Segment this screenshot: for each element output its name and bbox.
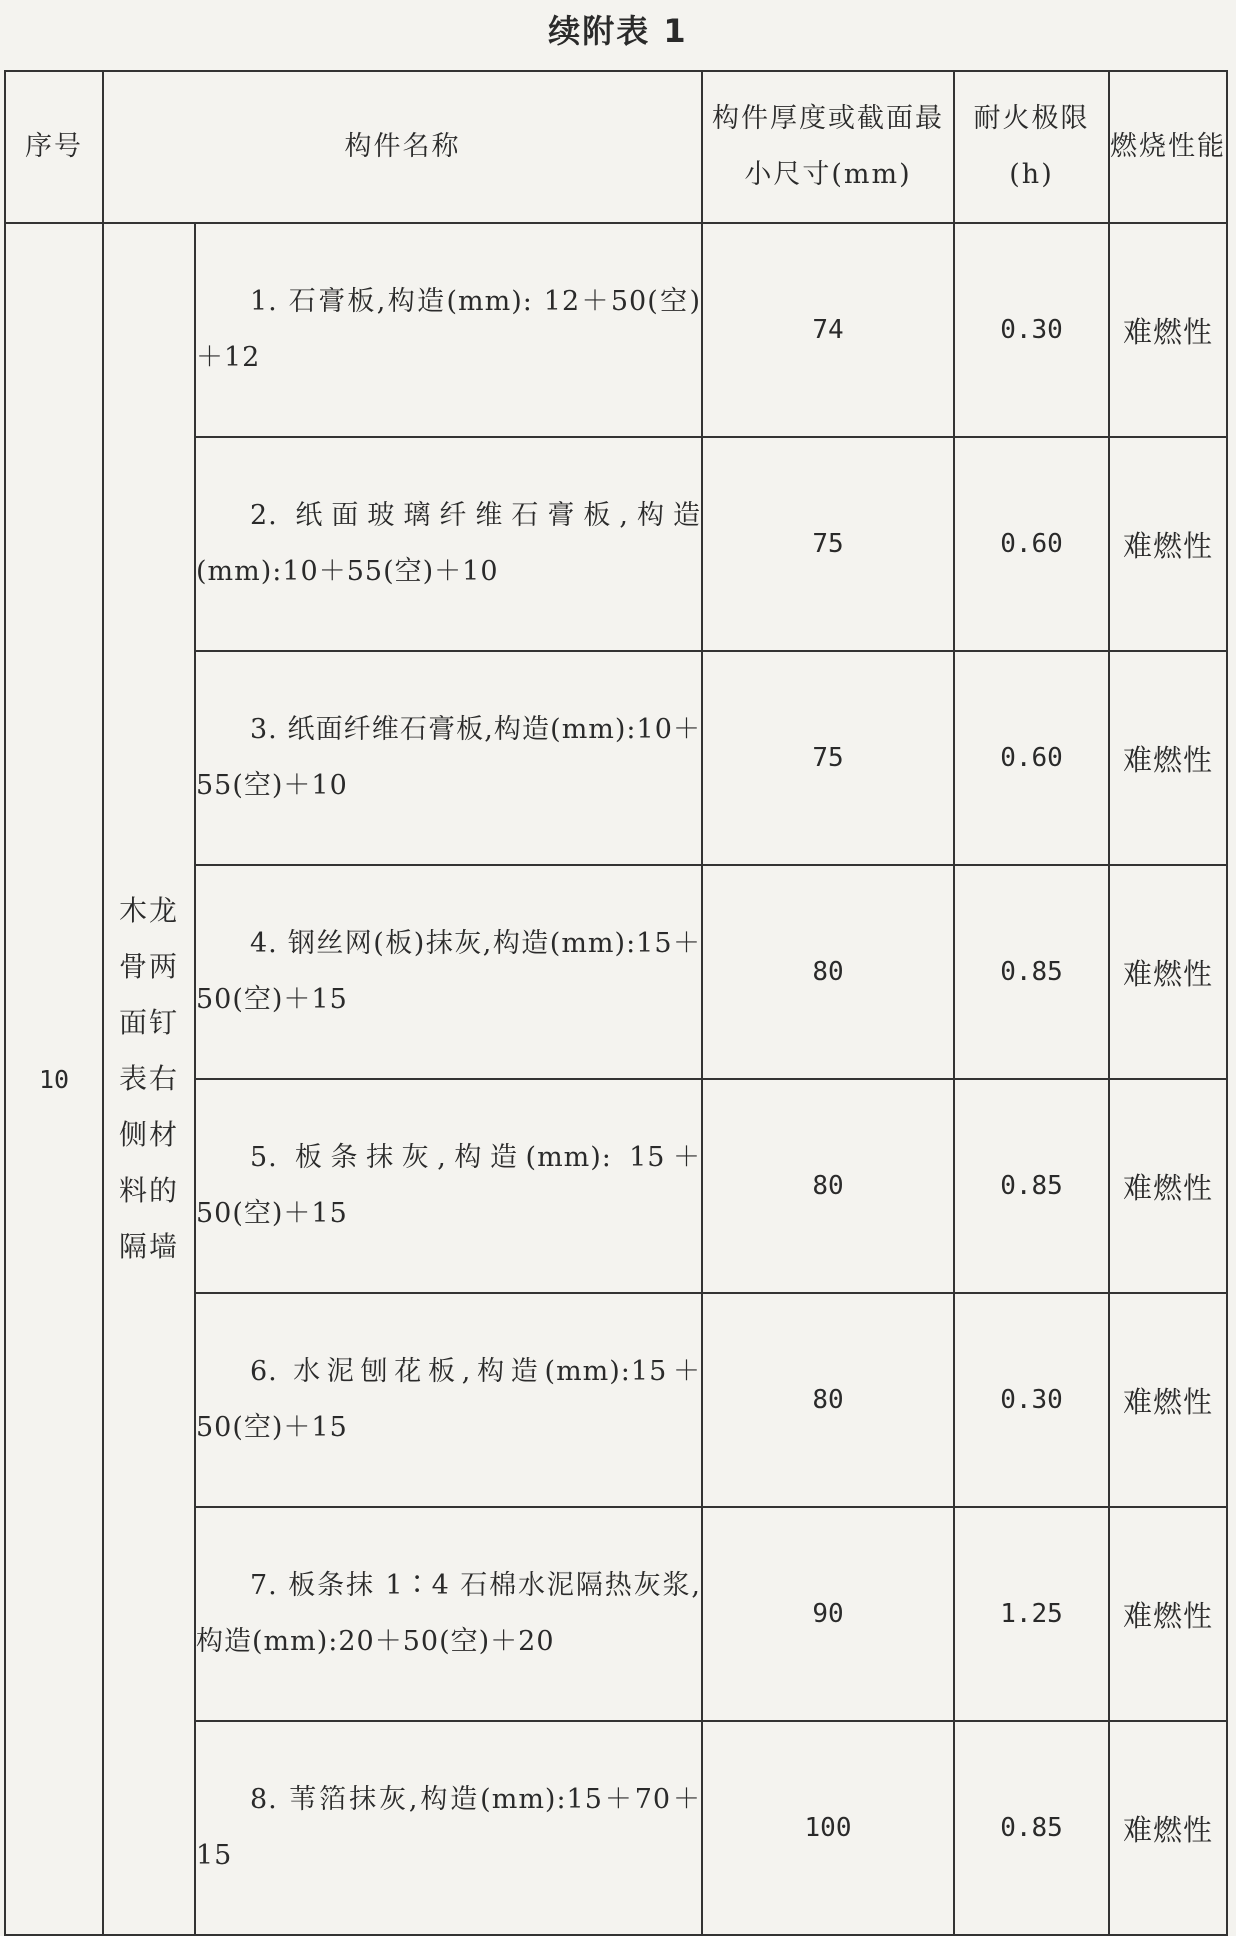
table-row — [5, 223, 1227, 437]
group-label-cell — [103, 223, 195, 1935]
row-index: 10 — [5, 223, 103, 1935]
thickness-value: 75 — [702, 651, 954, 865]
header-row — [5, 71, 1227, 223]
header-combustion: 燃烧性能 — [1109, 71, 1227, 223]
thickness-value: 80 — [702, 1293, 954, 1507]
fire-limit-value: 0.85 — [954, 1079, 1109, 1293]
component-name: 8. 苇箔抹灰,构造(mm):15＋70＋15 — [195, 1721, 702, 1935]
header-name: 构件名称 — [103, 71, 702, 223]
fire-limit-value: 1.25 — [954, 1507, 1109, 1721]
component-name: 1. 石膏板,构造(mm): 12＋50(空)＋12 — [195, 223, 702, 437]
fire-limit-value: 0.85 — [954, 865, 1109, 1079]
thickness-value: 75 — [702, 437, 954, 651]
component-name: 2. 纸面玻璃纤维石膏板,构造(mm):10＋55(空)＋10 — [195, 437, 702, 651]
header-index: 序号 — [5, 71, 103, 223]
fire-resistance-table — [4, 70, 1228, 1936]
thickness-value: 74 — [702, 223, 954, 437]
component-name: 6. 水泥刨花板,构造(mm):15＋50(空)＋15 — [195, 1293, 702, 1507]
group-label: 木龙骨两面钉表右侧材料的隔墙 — [118, 894, 179, 1263]
combustion-value: 难燃性 — [1109, 1507, 1227, 1721]
fire-limit-value: 0.60 — [954, 437, 1109, 651]
component-name: 4. 钢丝网(板)抹灰,构造(mm):15＋50(空)＋15 — [195, 865, 702, 1079]
thickness-value: 90 — [702, 1507, 954, 1721]
header-thickness: 构件厚度或截面最小尺寸(mm) — [702, 71, 954, 223]
fire-limit-value: 0.85 — [954, 1721, 1109, 1935]
combustion-value: 难燃性 — [1109, 865, 1227, 1079]
combustion-value: 难燃性 — [1109, 1721, 1227, 1935]
combustion-value: 难燃性 — [1109, 651, 1227, 865]
combustion-value: 难燃性 — [1109, 223, 1227, 437]
thickness-value: 80 — [702, 1079, 954, 1293]
thickness-value: 100 — [702, 1721, 954, 1935]
fire-limit-value: 0.30 — [954, 1293, 1109, 1507]
fire-limit-value: 0.60 — [954, 651, 1109, 865]
component-name: 3. 纸面纤维石膏板,构造(mm):10＋55(空)＋10 — [195, 651, 702, 865]
combustion-value: 难燃性 — [1109, 1293, 1227, 1507]
component-name: 5. 板条抹灰,构造(mm): 15＋50(空)＋15 — [195, 1079, 702, 1293]
page-title: 续附表 1 — [548, 12, 688, 50]
header-fire-limit: 耐火极限(h) — [954, 71, 1109, 223]
fire-limit-value: 0.30 — [954, 223, 1109, 437]
combustion-value: 难燃性 — [1109, 437, 1227, 651]
combustion-value: 难燃性 — [1109, 1079, 1227, 1293]
component-name: 7. 板条抹 1∶4 石棉水泥隔热灰浆,构造(mm):20＋50(空)＋20 — [195, 1507, 702, 1721]
thickness-value: 80 — [702, 865, 954, 1079]
